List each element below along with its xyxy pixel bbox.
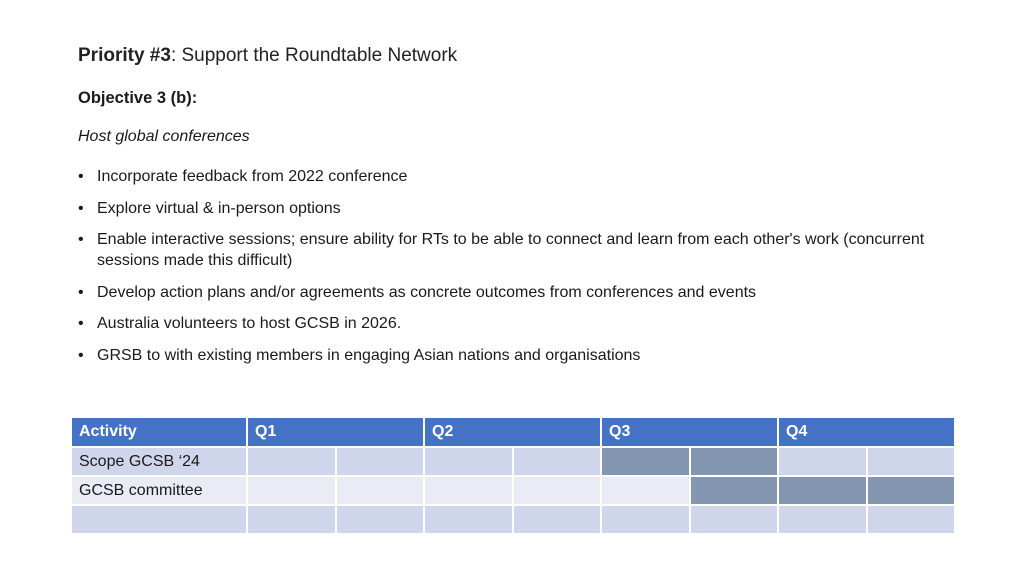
bullet-text: Enable interactive sessions; ensure ability for RTs to be able to connect and learn from each other's work (concurrent sessions made this difficult) bbox=[97, 231, 925, 269]
timeline-cell bbox=[424, 505, 513, 534]
bullet-item bbox=[78, 313, 958, 334]
bullet-text: Develop action plans and/or agreements as concrete outcomes from conferences and events bbox=[97, 283, 757, 301]
title-text: : Support the Roundtable Network bbox=[170, 45, 458, 66]
title-prefix: Priority #3 bbox=[78, 45, 171, 66]
timeline-cell bbox=[336, 447, 425, 476]
timeline-cell bbox=[601, 505, 690, 534]
activity-cell: Scope GCSB ‘24 bbox=[71, 447, 247, 476]
bullet-text: Explore virtual & in-person options bbox=[97, 199, 341, 217]
header-q1: Q1 bbox=[247, 417, 424, 447]
timeline-cell bbox=[247, 505, 336, 534]
timeline-cell-filled bbox=[867, 476, 956, 505]
activity-timeline-table bbox=[70, 416, 956, 535]
bullet-text: Australia volunteers to host GCSB in 2026. bbox=[97, 315, 402, 332]
timeline-cell bbox=[513, 505, 602, 534]
bullet-item bbox=[78, 229, 958, 271]
timeline-cell bbox=[513, 447, 602, 476]
bullet-text: GRSB to with existing members in engaging Asian nations and organisations bbox=[97, 346, 641, 364]
timeline-cell-filled bbox=[778, 476, 867, 505]
timeline-cell-filled bbox=[690, 476, 779, 505]
timeline-cell bbox=[601, 476, 690, 505]
timeline-cell bbox=[424, 476, 513, 505]
timeline-cell-filled bbox=[690, 447, 779, 476]
slide-title bbox=[78, 44, 457, 68]
timeline-cell bbox=[247, 476, 336, 505]
timeline-cell bbox=[778, 505, 867, 534]
objective-subtitle: Host global conferences bbox=[78, 128, 250, 145]
activity-cell: GCSB committee bbox=[71, 476, 247, 505]
timeline-cell bbox=[867, 505, 956, 534]
bullet-dot-icon: • bbox=[78, 168, 84, 185]
bullet-text: Incorporate feedback from 2022 conference bbox=[97, 168, 408, 185]
table-row bbox=[71, 505, 955, 534]
timeline-cell bbox=[513, 476, 602, 505]
bullet-item bbox=[78, 198, 958, 219]
bullet-item bbox=[78, 282, 958, 303]
bullet-item bbox=[78, 166, 958, 187]
header-q3: Q3 bbox=[601, 417, 778, 447]
bullet-dot-icon: • bbox=[78, 231, 84, 248]
bullet-dot-icon: • bbox=[78, 315, 84, 332]
timeline-cell bbox=[424, 447, 513, 476]
bullet-list bbox=[78, 166, 958, 376]
timeline-cell bbox=[778, 447, 867, 476]
timeline-cell-filled bbox=[601, 447, 690, 476]
activity-cell bbox=[71, 505, 247, 534]
objective-heading: Objective 3 (b): bbox=[78, 89, 198, 107]
timeline-cell bbox=[336, 505, 425, 534]
table-header-row bbox=[71, 417, 955, 447]
header-q2: Q2 bbox=[424, 417, 601, 447]
bullet-dot-icon: • bbox=[78, 283, 84, 301]
timeline-cell bbox=[247, 447, 336, 476]
bullet-item bbox=[78, 345, 958, 366]
table-row bbox=[71, 476, 955, 505]
table-row bbox=[71, 447, 955, 476]
header-q4: Q4 bbox=[778, 417, 955, 447]
timeline-cell bbox=[867, 447, 956, 476]
bullet-dot-icon: • bbox=[78, 199, 84, 217]
timeline-cell bbox=[690, 505, 779, 534]
header-activity: Activity bbox=[71, 417, 247, 447]
timeline-cell bbox=[336, 476, 425, 505]
bullet-dot-icon: • bbox=[78, 346, 84, 364]
